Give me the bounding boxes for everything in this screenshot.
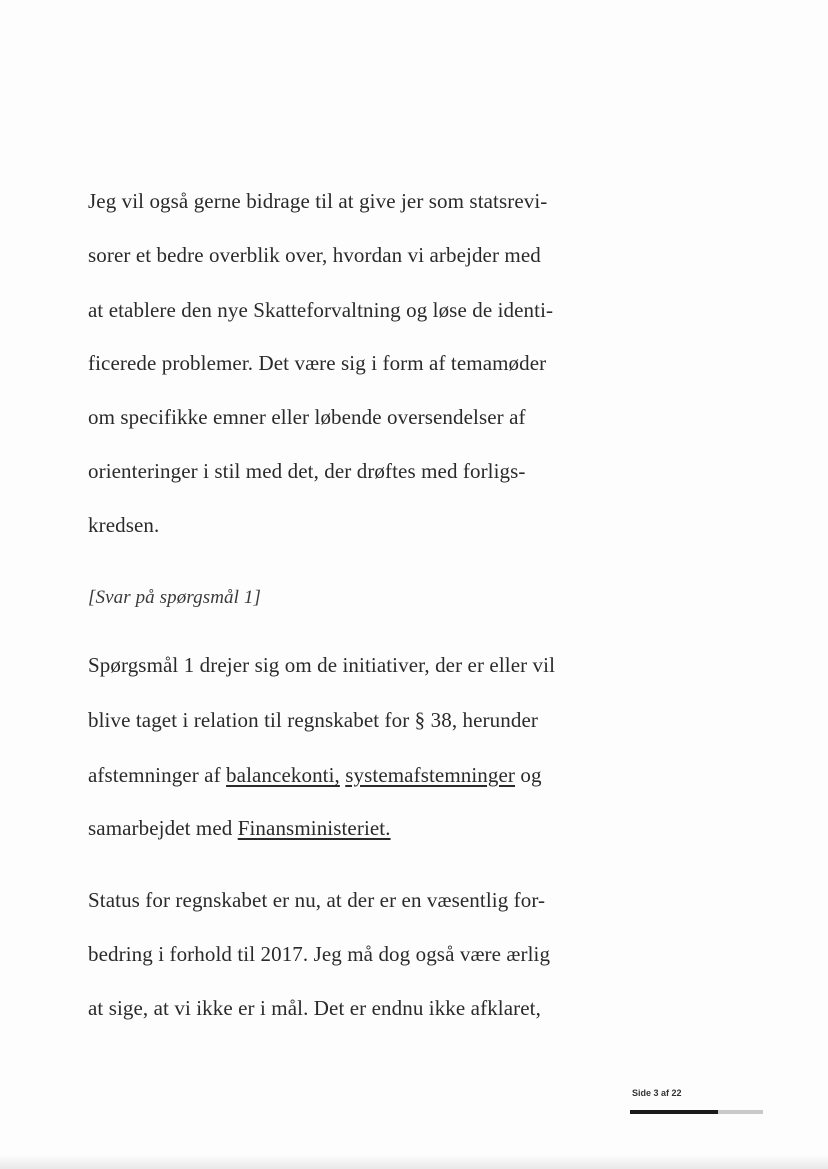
paragraph-3-line-1: Status for regnskabet er nu, at der er en væsentlig for- (88, 888, 546, 912)
page-footer (632, 1088, 772, 1128)
line-4-prefix: samarbejdet med (88, 816, 238, 840)
page-progress-fill (630, 1110, 718, 1114)
paragraph-1-line-3: at etablere den nye Skatteforvaltning og løse de identi- (88, 298, 554, 322)
line-3-suffix: og (515, 763, 542, 787)
paragraph-2-line-1: Spørgsmål 1 drejer sig om de initiativer, der er eller vil (88, 653, 556, 677)
paragraph-1-line-5: om specifikke emner eller løbende oversendelser af (88, 405, 526, 429)
paragraph-1-line-7: kredsen. (88, 513, 160, 537)
paragraph-2-line-3 (88, 762, 542, 788)
paragraph-1-line-1: Jeg vil også gerne bidrage til at give jer som statsrevi- (88, 189, 548, 213)
paragraph-3-line-3: at sige, at vi ikke er i mål. Det er endnu ikke afklaret, (88, 996, 541, 1020)
paragraph-3-line-2: bedring i forhold til 2017. Jeg må dog også være ærlig (88, 942, 551, 966)
paragraph-1-line-4: ficerede problemer. Det være sig i form af temamøder (88, 351, 547, 375)
paragraph-1-line-2: sorer et bedre overblik over, hvordan vi arbejder med (88, 243, 541, 267)
paragraph-2-line-4 (88, 815, 391, 841)
paragraph-2-line-2: blive taget i relation til regnskabet for § 38, herunder (88, 708, 538, 732)
finansministeriet-link[interactable]: Finansministeriet. (237, 816, 391, 840)
scan-edge-shadow (0, 1155, 828, 1169)
page-progress-bar (630, 1110, 763, 1114)
line-3-prefix: afstemninger af (88, 763, 227, 787)
systemafstemninger-link[interactable]: systemafstemninger (345, 763, 516, 787)
paragraph-1-line-6: orienteringer i stil med det, der drøftes med forligs- (88, 459, 526, 483)
page-number: Side 3 af 22 (632, 1088, 682, 1098)
balancekonti-link[interactable]: balancekonti, (226, 763, 340, 787)
section-heading: [Svar på spørgsmål 1] (88, 587, 261, 608)
